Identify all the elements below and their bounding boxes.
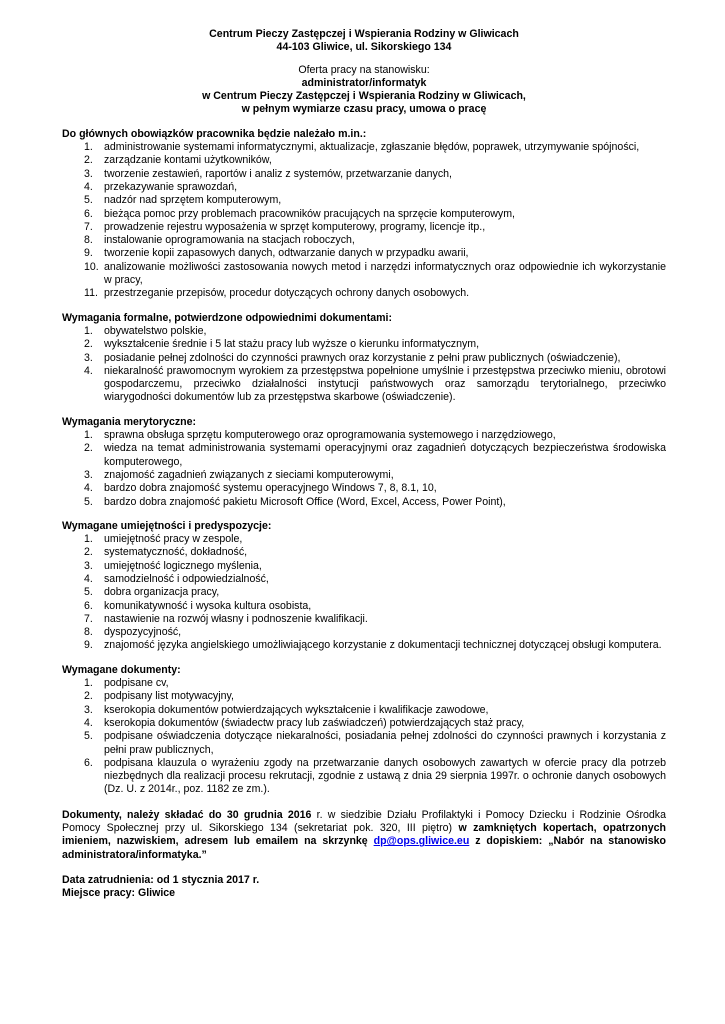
- section-list: [62, 429, 666, 509]
- list-item-text: kserokopia dokumentów (świadectw pracy lub zaświadczeń) potwierdzających staż pracy,: [104, 716, 525, 729]
- email-link[interactable]: dp@ops.gliwice.eu: [373, 835, 470, 848]
- list-item: [62, 261, 666, 288]
- list-item-text: samodzielność i odpowiedzialność,: [104, 572, 269, 585]
- list-item: [62, 181, 666, 194]
- list-item-number: 4.: [84, 716, 93, 729]
- list-item-text: analizowanie możliwości zastosowania nowych metod i narzędzi informatycznych oraz odpowiednie ich wykorzystanie w pracy,: [104, 260, 666, 287]
- closing-location: r. w siedzibie Działu Profilaktyki i Pomocy Dziecku i Rodzinie Ośrodka Pomocy Społecznej przy ul. Sikorskiego 134 (sekretariat pok. 320, III piętro): [62, 808, 666, 835]
- list-item-text: instalowanie oprogramowania na stacjach roboczych,: [104, 234, 355, 247]
- list-item-text: podpisane oświadczenia dotyczące niekaralności, posiadania pełnej zdolności do czynności prawnych i korzystania z pełni praw publicznych,: [104, 730, 666, 756]
- position-title: administrator/informatyk: [301, 76, 427, 89]
- list-item-number: 4.: [84, 180, 93, 193]
- list-item-text: dobra organizacja pracy,: [104, 586, 220, 599]
- start-date: Data zatrudnienia: od 1 stycznia 2017 r.: [62, 873, 260, 886]
- list-item: [62, 247, 666, 260]
- footer-info: [62, 874, 666, 901]
- list-item: [62, 757, 666, 797]
- list-item-number: 4.: [84, 482, 93, 495]
- list-item-text: bardzo dobra znajomość pakietu Microsoft Office (Word, Excel, Access, Power Point),: [104, 495, 506, 508]
- list-item-number: 9.: [84, 247, 93, 260]
- list-item-number: 3.: [84, 468, 93, 481]
- list-item-text: tworzenie zestawień, raportów i analiz z systemów, przetwarzanie danych,: [104, 167, 452, 180]
- section-title: Wymagane dokumenty:: [62, 663, 181, 676]
- list-item-number: 1.: [84, 324, 93, 337]
- list-item-text: obywatelstwo polskie,: [104, 324, 207, 337]
- list-item: [62, 730, 666, 757]
- list-item: [62, 573, 666, 586]
- list-item: [62, 560, 666, 573]
- list-item-text: umiejętność pracy w zespole,: [104, 533, 243, 546]
- closing-deadline: Dokumenty, należy składać do 30 grudnia 2016: [62, 808, 312, 821]
- list-item-text: administrowanie systemami informatycznymi, aktualizacje, zgłaszanie błędów, poprawek, utrzymywanie spójności,: [104, 141, 640, 154]
- list-item-number: 7.: [84, 220, 93, 233]
- list-item: [62, 469, 666, 482]
- list-item-number: 10.: [84, 260, 99, 273]
- list-item: [62, 221, 666, 234]
- section-title: Wymagane umiejętności i predyspozycje:: [62, 519, 272, 532]
- section-list: [62, 141, 666, 301]
- list-item: [62, 208, 666, 221]
- list-item-number: 5.: [84, 194, 93, 207]
- list-item: [62, 338, 666, 351]
- section: [62, 664, 666, 797]
- section: [62, 312, 666, 405]
- list-item-text: znajomość zagadnień związanych z sieciami komputerowymi,: [104, 468, 394, 481]
- list-item-number: 2.: [84, 690, 93, 703]
- list-item-text: tworzenie kopii zapasowych danych, odtwarzanie danych w przypadku awarii,: [104, 247, 469, 260]
- list-item-number: 5.: [84, 495, 93, 508]
- offer-location: w Centrum Pieczy Zastępczej i Wspierania Rodziny w Gliwicach,: [202, 90, 526, 103]
- list-item: [62, 442, 666, 469]
- list-item: [62, 717, 666, 730]
- list-item: [62, 352, 666, 365]
- list-item: [62, 690, 666, 703]
- section: [62, 520, 666, 653]
- section-list: [62, 677, 666, 797]
- list-item-text: umiejętność logicznego myślenia,: [104, 559, 262, 572]
- list-item-number: 7.: [84, 612, 93, 625]
- list-item: [62, 482, 666, 495]
- list-item-number: 3.: [84, 703, 93, 716]
- list-item-text: kserokopia dokumentów potwierdzających wykształcenie i kwalifikacje zawodowe,: [104, 703, 489, 716]
- offer-intro: Oferta pracy na stanowisku:: [298, 63, 430, 76]
- list-item-number: 2.: [84, 546, 93, 559]
- list-item-number: 5.: [84, 730, 93, 743]
- list-item: [62, 365, 666, 405]
- list-item-number: 8.: [84, 234, 93, 247]
- list-item-number: 3.: [84, 167, 93, 180]
- section-title: Wymagania formalne, potwierdzone odpowiednimi dokumentami:: [62, 311, 393, 324]
- list-item-text: dyspozycyjność,: [104, 626, 182, 639]
- list-item: [62, 704, 666, 717]
- list-item-text: podpisany list motywacyjny,: [104, 690, 234, 703]
- list-item: [62, 194, 666, 207]
- list-item: [62, 613, 666, 626]
- list-item: [62, 546, 666, 559]
- list-item-text: nastawienie na rozwój własny i podnoszenie kwalifikacji.: [104, 612, 368, 625]
- list-item: [62, 496, 666, 509]
- list-item: [62, 533, 666, 546]
- list-item: [62, 677, 666, 690]
- document-page: [62, 28, 666, 901]
- list-item-number: 2.: [84, 338, 93, 351]
- work-place: Miejsce pracy: Gliwice: [62, 887, 176, 900]
- list-item-text: przekazywanie sprawozdań,: [104, 180, 238, 193]
- list-item-text: sprawna obsługa sprzętu komputerowego oraz oprogramowania systemowego i narzędziowego,: [104, 429, 556, 442]
- list-item-number: 11.: [84, 287, 98, 300]
- closing-paragraph: [62, 809, 666, 862]
- list-item-text: nadzór nad sprzętem komputerowym,: [104, 194, 282, 207]
- list-item-text: prowadzenie rejestru wyposażenia w sprzęt komputerowy, programy, licencje itp.,: [104, 220, 486, 233]
- list-item-number: 4.: [84, 572, 93, 585]
- list-item-text: wiedza na temat administrowania systemami operacyjnymi oraz zagadnień dotyczących bezpieczeństwa środowiska komputerowego,: [104, 442, 666, 468]
- sections-container: [62, 128, 666, 797]
- list-item: [62, 639, 666, 652]
- list-item: [62, 168, 666, 181]
- offer-terms: w pełnym wymiarze czasu pracy, umowa o pracę: [241, 103, 487, 116]
- list-item-text: bardzo dobra znajomość systemu operacyjnego Windows 7, 8, 8.1, 10,: [104, 482, 437, 495]
- list-item-number: 2.: [84, 442, 93, 455]
- list-item-text: przestrzeganie przepisów, procedur dotyczących ochrony danych osobowych.: [104, 287, 470, 300]
- org-name: Centrum Pieczy Zastępczej i Wspierania Rodziny w Gliwicach: [209, 28, 519, 40]
- list-item-number: 6.: [84, 599, 93, 612]
- list-item-text: posiadanie pełnej zdolności do czynności prawnych oraz korzystanie z pełni praw publicznych (oświadczenie),: [104, 351, 621, 364]
- section: [62, 128, 666, 301]
- section-list: [62, 325, 666, 405]
- list-item: [62, 586, 666, 599]
- list-item-text: podpisana klauzula o wyrażeniu zgody na przetwarzanie danych osobowych zawartych w ofercie pracy dla potrzeb niezbędnych dla realizacji procesu rekrutacji, zgodnie z ustawą z dnia 29 sierpnia 1997r. o ochronie danych osobowych (Dz. U. z 2014r., poz. 1182 ze zm.).: [104, 756, 666, 796]
- list-item-text: komunikatywność i wysoka kultura osobista,: [104, 599, 312, 612]
- list-item-text: bieżąca pomoc przy problemach pracowników pracujących na sprzęcie komputerowym,: [104, 207, 515, 220]
- section-title: Wymagania merytoryczne:: [62, 415, 197, 428]
- list-item-text: zarządzanie kontami użytkowników,: [104, 154, 272, 167]
- list-item: [62, 600, 666, 613]
- section: [62, 416, 666, 509]
- list-item-text: znajomość języka angielskiego umożliwiającego korzystanie z dokumentacji technicznej dotyczącej obsługi komputera.: [104, 639, 662, 652]
- list-item-number: 3.: [84, 559, 93, 572]
- list-item: [62, 234, 666, 247]
- list-item: [62, 154, 666, 167]
- list-item: [62, 287, 666, 300]
- list-item-text: systematyczność, dokładność,: [104, 546, 248, 559]
- list-item-number: 2.: [84, 154, 93, 167]
- list-item-number: 5.: [84, 586, 93, 599]
- org-address: 44-103 Gliwice, ul. Sikorskiego 134: [276, 41, 452, 54]
- closing-envelope: w zamkniętych kopertach, opatrzonych imieniem, nazwiskiem, adresem lub emailem na skrzynkę: [62, 822, 666, 848]
- list-item-number: 1.: [84, 677, 93, 690]
- list-item-number: 1.: [84, 533, 93, 546]
- list-item-number: 4.: [84, 364, 93, 377]
- list-item: [62, 141, 666, 154]
- list-item-number: 6.: [84, 756, 93, 769]
- list-item: [62, 325, 666, 338]
- list-item-number: 1.: [84, 141, 93, 154]
- list-item-text: wykształcenie średnie i 5 lat stażu pracy lub wyższe o kierunku informatycznym,: [104, 338, 480, 351]
- list-item: [62, 626, 666, 639]
- list-item-number: 3.: [84, 351, 93, 364]
- list-item-number: 9.: [84, 639, 93, 652]
- closing-annotation: z dopiskiem: „Nabór na stanowisko administratora/informatyka.”: [62, 835, 666, 861]
- list-item-text: podpisane cv,: [104, 677, 169, 690]
- list-item-text: niekaralność prawomocnym wyrokiem za przestępstwa popełnione umyślnie i przestępstwa przeciwko mieniu, obrotowi gospodarczemu, przeciwko działalności instytucji państwowych oraz samorządu terytorialnego, przeciwko wiarygodności dokumentów lub za przestępstwa skarbowe (oświadczenie).: [104, 364, 666, 404]
- section-list: [62, 533, 666, 653]
- section-title: Do głównych obowiązków pracownika będzie należało m.in.:: [62, 127, 367, 140]
- list-item: [62, 429, 666, 442]
- document-header: [62, 28, 666, 117]
- list-item-number: 8.: [84, 626, 93, 639]
- list-item-number: 6.: [84, 207, 93, 220]
- list-item-number: 1.: [84, 429, 93, 442]
